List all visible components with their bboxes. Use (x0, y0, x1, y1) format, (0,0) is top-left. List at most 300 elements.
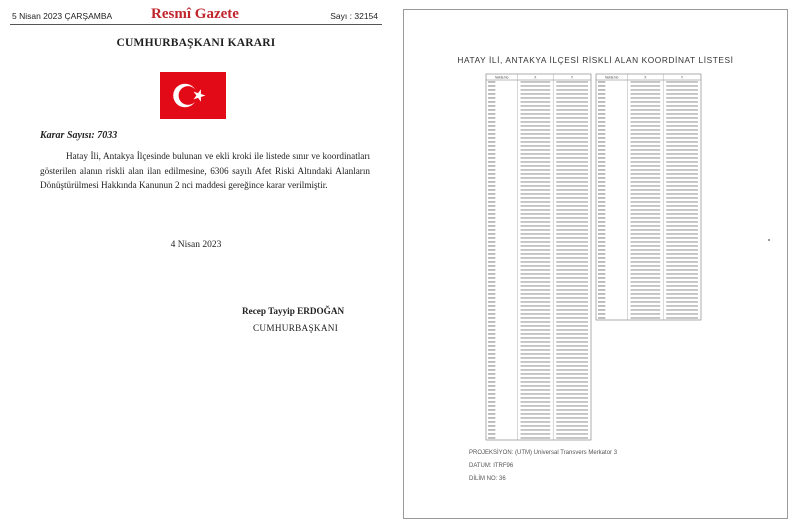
table-left-cell-no (488, 201, 495, 203)
table-left-cell-y (556, 325, 588, 327)
table-left-cell-x (521, 185, 551, 187)
table-left-cell-no (488, 193, 495, 195)
table-left-cell-no (488, 85, 495, 87)
table-left-cell-x (521, 93, 551, 95)
table-left-cell-y (556, 321, 588, 323)
table-left-cell-no (488, 437, 495, 439)
table-left-cell-no (488, 113, 495, 115)
table-left-cell-x (521, 305, 551, 307)
table-left-cell-y (556, 393, 588, 395)
table-left-cell-y (556, 153, 588, 155)
table-right-cell-no (598, 133, 605, 135)
table-right-cell-x (631, 197, 661, 199)
table-left-cell-y (556, 221, 588, 223)
table-right-cell-x (631, 201, 661, 203)
table-right-cell-y (666, 97, 698, 99)
table-left-cell-x (521, 269, 551, 271)
table-right-cell-y (666, 81, 698, 83)
table-right-cell-no (598, 317, 605, 319)
table-left-cell-x (521, 401, 551, 403)
table-right-cell-no (598, 277, 605, 279)
table-left-cell-x (521, 333, 551, 335)
table-left-cell-x (521, 361, 551, 363)
table-left-cell-x (521, 205, 551, 207)
table-right-cell-x (631, 209, 661, 211)
table-left-cell-x (521, 229, 551, 231)
table-left-cell-y (556, 353, 588, 355)
table-right-cell-no (598, 105, 605, 107)
table-left-cell-no (488, 125, 495, 127)
table-left-cell-y (556, 109, 588, 111)
table-left-cell-no (488, 93, 495, 95)
table-left-frame (486, 74, 591, 440)
table-right-cell-y (666, 165, 698, 167)
table-left-cell-y (556, 229, 588, 231)
table-right-cell-no (598, 249, 605, 251)
table-left-cell-y (556, 345, 588, 347)
table-right-cell-y (666, 305, 698, 307)
table-right-cell-no (598, 193, 605, 195)
table-left-cell-y (556, 341, 588, 343)
table-right-cell-y (666, 273, 698, 275)
table-right-cell-x (631, 181, 661, 183)
gazette-header (12, 6, 378, 26)
table-left-cell-x (521, 109, 551, 111)
table-left-cell-x (521, 353, 551, 355)
table-left-cell-no (488, 245, 495, 247)
table-right-cell-no (598, 169, 605, 171)
table-right-cell-x (631, 185, 661, 187)
table-left-cell-x (521, 181, 551, 183)
table-right-cell-x (631, 113, 661, 115)
table-left-cell-no (488, 109, 495, 111)
table-right-cell-x (631, 121, 661, 123)
table-right-cell-y (666, 309, 698, 311)
table-right-cell-y (666, 113, 698, 115)
table-right-cell-x (631, 93, 661, 95)
table-left-cell-x (521, 341, 551, 343)
table-left-cell-y (556, 381, 588, 383)
table-right-cell-x (631, 133, 661, 135)
table-left-cell-x (521, 429, 551, 431)
table-left-cell-no (488, 325, 495, 327)
table-right-cell-no (598, 185, 605, 187)
table-right-cell-y (666, 193, 698, 195)
table-right-cell-x (631, 101, 661, 103)
table-left-cell-x (521, 145, 551, 147)
table-left-cell-y (556, 205, 588, 207)
table-left-cell-x (521, 349, 551, 351)
table-left-cell-x (521, 389, 551, 391)
table-left-cell-y (556, 165, 588, 167)
table-left-cell-no (488, 177, 495, 179)
page-speck (768, 239, 770, 241)
table-left-cell-y (556, 189, 588, 191)
decision-date: 4 Nisan 2023 (170, 240, 222, 250)
table-left-cell-x (521, 105, 551, 107)
table-left-cell-no (488, 213, 495, 215)
table-left-cell-no (488, 137, 495, 139)
table-left-cell-no (488, 377, 495, 379)
table-left-cell-y (556, 201, 588, 203)
table-left-cell-x (521, 329, 551, 331)
table-right-cell-x (631, 165, 661, 167)
table-left-cell-y (556, 197, 588, 199)
table-right-cell-x (631, 117, 661, 119)
table-right-cell-x (631, 141, 661, 143)
table-left-cell-x (521, 81, 551, 83)
table-left-cell-y (556, 237, 588, 239)
table-right-cell-y (666, 141, 698, 143)
table-left-cell-x (521, 245, 551, 247)
table-right-cell-x (631, 285, 661, 287)
annex-page (403, 9, 788, 519)
table-left-cell-y (556, 301, 588, 303)
table-left-cell-y (556, 101, 588, 103)
annex-title: HATAY İLİ, ANTAKYA İLÇESİ RİSKLİ ALAN KOORDİNAT LİSTESİ (457, 55, 734, 65)
table-right-cell-x (631, 81, 661, 83)
table-left-cell-x (521, 137, 551, 139)
table-right-cell-no (598, 281, 605, 283)
table-right-cell-no (598, 117, 605, 119)
table-right-cell-y (666, 313, 698, 315)
table-right-cell-y (666, 301, 698, 303)
table-left-cell-x (521, 425, 551, 427)
table-right-cell-y (666, 85, 698, 87)
table-left-cell-x (521, 213, 551, 215)
table-right-cell-no (598, 297, 605, 299)
signatory-name: Recep Tayyip ERDOĞAN (242, 306, 345, 316)
table-right-cell-y (666, 221, 698, 223)
table-right-cell-no (598, 301, 605, 303)
table-right-cell-x (631, 281, 661, 283)
table-left-cell-y (556, 281, 588, 283)
table-right-cell-no (598, 229, 605, 231)
table-right-cell-y (666, 249, 698, 251)
table-left-cell-x (521, 241, 551, 243)
table-left-cell-y (556, 209, 588, 211)
table-right-cell-y (666, 297, 698, 299)
table-left-cell-x (521, 165, 551, 167)
table-right-cell-no (598, 261, 605, 263)
table-right-col-header: X (644, 75, 647, 80)
table-left-cell-y (556, 413, 588, 415)
table-right-cell-x (631, 233, 661, 235)
table-right-cell-no (598, 157, 605, 159)
table-right-cell-x (631, 125, 661, 127)
table-left-cell-no (488, 221, 495, 223)
table-left-cell-x (521, 209, 551, 211)
table-left-cell-x (521, 381, 551, 383)
table-left-cell-no (488, 265, 495, 267)
table-right-cell-x (631, 309, 661, 311)
table-right-cell-no (598, 205, 605, 207)
table-left-cell-y (556, 93, 588, 95)
table-right-cell-y (666, 101, 698, 103)
table-left-cell-x (521, 357, 551, 359)
table-left-cell-no (488, 229, 495, 231)
table-left-cell-x (521, 337, 551, 339)
table-left-cell-no (488, 385, 495, 387)
table-left-cell-y (556, 81, 588, 83)
table-right-cell-y (666, 213, 698, 215)
table-left-cell-x (521, 89, 551, 91)
table-left-cell-no (488, 141, 495, 143)
table-right-cell-no (598, 233, 605, 235)
table-left-cell-y (556, 129, 588, 131)
table-left-cell-no (488, 133, 495, 135)
table-right-cell-no (598, 221, 605, 223)
turkey-flag-icon (160, 72, 226, 119)
table-right-cell-no (598, 225, 605, 227)
table-left-cell-y (556, 429, 588, 431)
table-left-col-header: Y (571, 75, 574, 80)
table-left-cell-y (556, 421, 588, 423)
table-right-cell-y (666, 217, 698, 219)
table-right-cell-x (631, 169, 661, 171)
table-right-cell-x (631, 273, 661, 275)
table-right-cell-no (598, 253, 605, 255)
table-left-cell-no (488, 421, 495, 423)
table-right-cell-no (598, 181, 605, 183)
table-left-cell-no (488, 149, 495, 151)
table-left-cell-y (556, 217, 588, 219)
table-right-cell-no (598, 89, 605, 91)
table-left-cell-no (488, 261, 495, 263)
table-right-cell-no (598, 241, 605, 243)
table-left-cell-x (521, 173, 551, 175)
table-left-cell-x (521, 117, 551, 119)
table-left-cell-x (521, 437, 551, 439)
table-right-cell-y (666, 117, 698, 119)
table-right-cell-x (631, 305, 661, 307)
table-right-cell-no (598, 125, 605, 127)
table-right-cell-x (631, 193, 661, 195)
table-left-cell-no (488, 121, 495, 123)
table-left-cell-x (521, 157, 551, 159)
table-left-cell-x (521, 309, 551, 311)
table-left-cell-no (488, 429, 495, 431)
table-left-cell-no (488, 341, 495, 343)
table-left-cell-no (488, 369, 495, 371)
table-left-cell-x (521, 189, 551, 191)
table-right-cell-no (598, 129, 605, 131)
table-right-cell-x (631, 89, 661, 91)
table-left-cell-no (488, 317, 495, 319)
table-left-cell-y (556, 253, 588, 255)
table-left-cell-no (488, 313, 495, 315)
table-left-cell-x (521, 249, 551, 251)
table-left-cell-x (521, 393, 551, 395)
table-left-cell-y (556, 365, 588, 367)
table-left-cell-no (488, 333, 495, 335)
datum-note: DATUM: ITRF96 (469, 463, 514, 469)
table-left-cell-no (488, 225, 495, 227)
table-right-cell-no (598, 289, 605, 291)
table-left-cell-no (488, 329, 495, 331)
table-left-cell-y (556, 265, 588, 267)
table-left-cell-no (488, 81, 495, 83)
table-left-cell-y (556, 377, 588, 379)
table-left-cell-no (488, 101, 495, 103)
table-left-cell-no (488, 293, 495, 295)
table-left-cell-no (488, 257, 495, 259)
table-left-cell-y (556, 309, 588, 311)
table-right-cell-y (666, 197, 698, 199)
table-left-cell-no (488, 269, 495, 271)
table-left-cell-no (488, 273, 495, 275)
table-right-cell-no (598, 269, 605, 271)
table-left-cell-x (521, 217, 551, 219)
table-left-cell-x (521, 433, 551, 435)
table-left-cell-no (488, 305, 495, 307)
table-right-cell-no (598, 217, 605, 219)
table-right-cell-y (666, 125, 698, 127)
table-left-cell-x (521, 369, 551, 371)
table-left-cell-no (488, 337, 495, 339)
table-right-cell-x (631, 253, 661, 255)
table-right-cell-y (666, 277, 698, 279)
table-right-cell-x (631, 293, 661, 295)
table-left-cell-y (556, 333, 588, 335)
table-right-cell-x (631, 269, 661, 271)
table-right-cell-no (598, 109, 605, 111)
table-left-cell-x (521, 421, 551, 423)
table-right-cell-y (666, 137, 698, 139)
table-right-cell-x (631, 261, 661, 263)
table-left-cell-no (488, 97, 495, 99)
table-right-cell-no (598, 273, 605, 275)
issue-date: 5 Nisan 2023 ÇARŞAMBA (12, 11, 113, 21)
table-left-cell-y (556, 293, 588, 295)
table-right-cell-no (598, 153, 605, 155)
decision-body: Hatay İli, Antakya İlçesinde bulunan ve ekli kroki ile listede sınır ve koordinatları gösterilen alanın riskli alan ilan edilmesine, 6306 sayılı Afet Riski Altındaki Alanların Dönüştürülmesi Hakkında Kanunun 2 nci maddesi gereğince karar verilmiştir. (40, 151, 370, 190)
table-left-cell-y (556, 409, 588, 411)
table-left-cell-y (556, 173, 588, 175)
table-right-cell-x (631, 85, 661, 87)
table-right-cell-y (666, 257, 698, 259)
table-right-cell-no (598, 97, 605, 99)
table-left-cell-no (488, 285, 495, 287)
table-right-cell-no (598, 209, 605, 211)
table-left-cell-no (488, 361, 495, 363)
table-right-cell-x (631, 237, 661, 239)
table-right-cell-no (598, 173, 605, 175)
table-right-cell-y (666, 121, 698, 123)
table-right-cell-y (666, 185, 698, 187)
table-left-cell-no (488, 157, 495, 159)
table-left-cell-no (488, 413, 495, 415)
table-right-frame (596, 74, 701, 320)
table-left-cell-x (521, 101, 551, 103)
table-left-cell-y (556, 385, 588, 387)
table-right-col-header: Nokta No (605, 75, 619, 80)
table-right-cell-x (631, 217, 661, 219)
table-left-cell-x (521, 345, 551, 347)
table-left-cell-y (556, 437, 588, 439)
table-left-cell-no (488, 381, 495, 383)
table-right-cell-y (666, 241, 698, 243)
projection-note: PROJEKSİYON: (UTM) Universal Transvers Merkator 3 (469, 450, 618, 456)
table-left-cell-no (488, 161, 495, 163)
issue-number: Sayı : 32154 (330, 11, 378, 21)
table-left-cell-no (488, 357, 495, 359)
table-right-cell-y (666, 253, 698, 255)
table-right-col-header: Y (681, 75, 684, 80)
table-left-cell-no (488, 405, 495, 407)
table-left-cell-x (521, 409, 551, 411)
decision-number-line (40, 130, 117, 141)
table-left-cell-x (521, 405, 551, 407)
table-right-cell-y (666, 237, 698, 239)
table-right-cell-y (666, 293, 698, 295)
table-left-cell-y (556, 181, 588, 183)
table-left-cell-no (488, 397, 495, 399)
table-left-cell-no (488, 189, 495, 191)
table-left-cell-y (556, 105, 588, 107)
table-right-cell-y (666, 269, 698, 271)
table-right-cell-y (666, 105, 698, 107)
table-left-cell-x (521, 197, 551, 199)
table-right-cell-no (598, 101, 605, 103)
table-right-cell-no (598, 305, 605, 307)
table-right-cell-no (598, 81, 605, 83)
table-left-cell-x (521, 417, 551, 419)
table-left-cell-x (521, 193, 551, 195)
table-left-cell-y (556, 297, 588, 299)
table-right-cell-x (631, 229, 661, 231)
decision-number-label: Karar Sayısı: (40, 130, 95, 141)
table-left-cell-y (556, 169, 588, 171)
table-left-cell-no (488, 297, 495, 299)
table-right-cell-y (666, 209, 698, 211)
table-left-cell-y (556, 417, 588, 419)
table-right-cell-x (631, 145, 661, 147)
table-right-cell-y (666, 169, 698, 171)
table-left-cell-y (556, 405, 588, 407)
table-right-cell-x (631, 221, 661, 223)
table-left-cell-no (488, 373, 495, 375)
table-left-cell-y (556, 357, 588, 359)
table-right-cell-no (598, 85, 605, 87)
table-right-cell-no (598, 285, 605, 287)
table-left-cell-y (556, 241, 588, 243)
table-left-cell-x (521, 97, 551, 99)
table-right-cell-no (598, 121, 605, 123)
table-left-cell-x (521, 153, 551, 155)
table-left-cell-x (521, 177, 551, 179)
table-right-cell-y (666, 129, 698, 131)
table-right-cell-y (666, 145, 698, 147)
table-left-cell-x (521, 201, 551, 203)
table-right-cell-no (598, 213, 605, 215)
table-left-cell-y (556, 141, 588, 143)
table-left-cell-x (521, 289, 551, 291)
table-right-cell-y (666, 189, 698, 191)
table-right-cell-y (666, 149, 698, 151)
table-left-cell-x (521, 237, 551, 239)
table-left-cell-no (488, 233, 495, 235)
table-left-cell-y (556, 277, 588, 279)
table-right-cell-y (666, 181, 698, 183)
gazette-page (0, 0, 392, 525)
table-left-cell-x (521, 261, 551, 263)
table-left-cell-x (521, 149, 551, 151)
table-left-cell-no (488, 389, 495, 391)
table-left-cell-no (488, 425, 495, 427)
table-left-cell-no (488, 393, 495, 395)
table-left-cell-no (488, 321, 495, 323)
